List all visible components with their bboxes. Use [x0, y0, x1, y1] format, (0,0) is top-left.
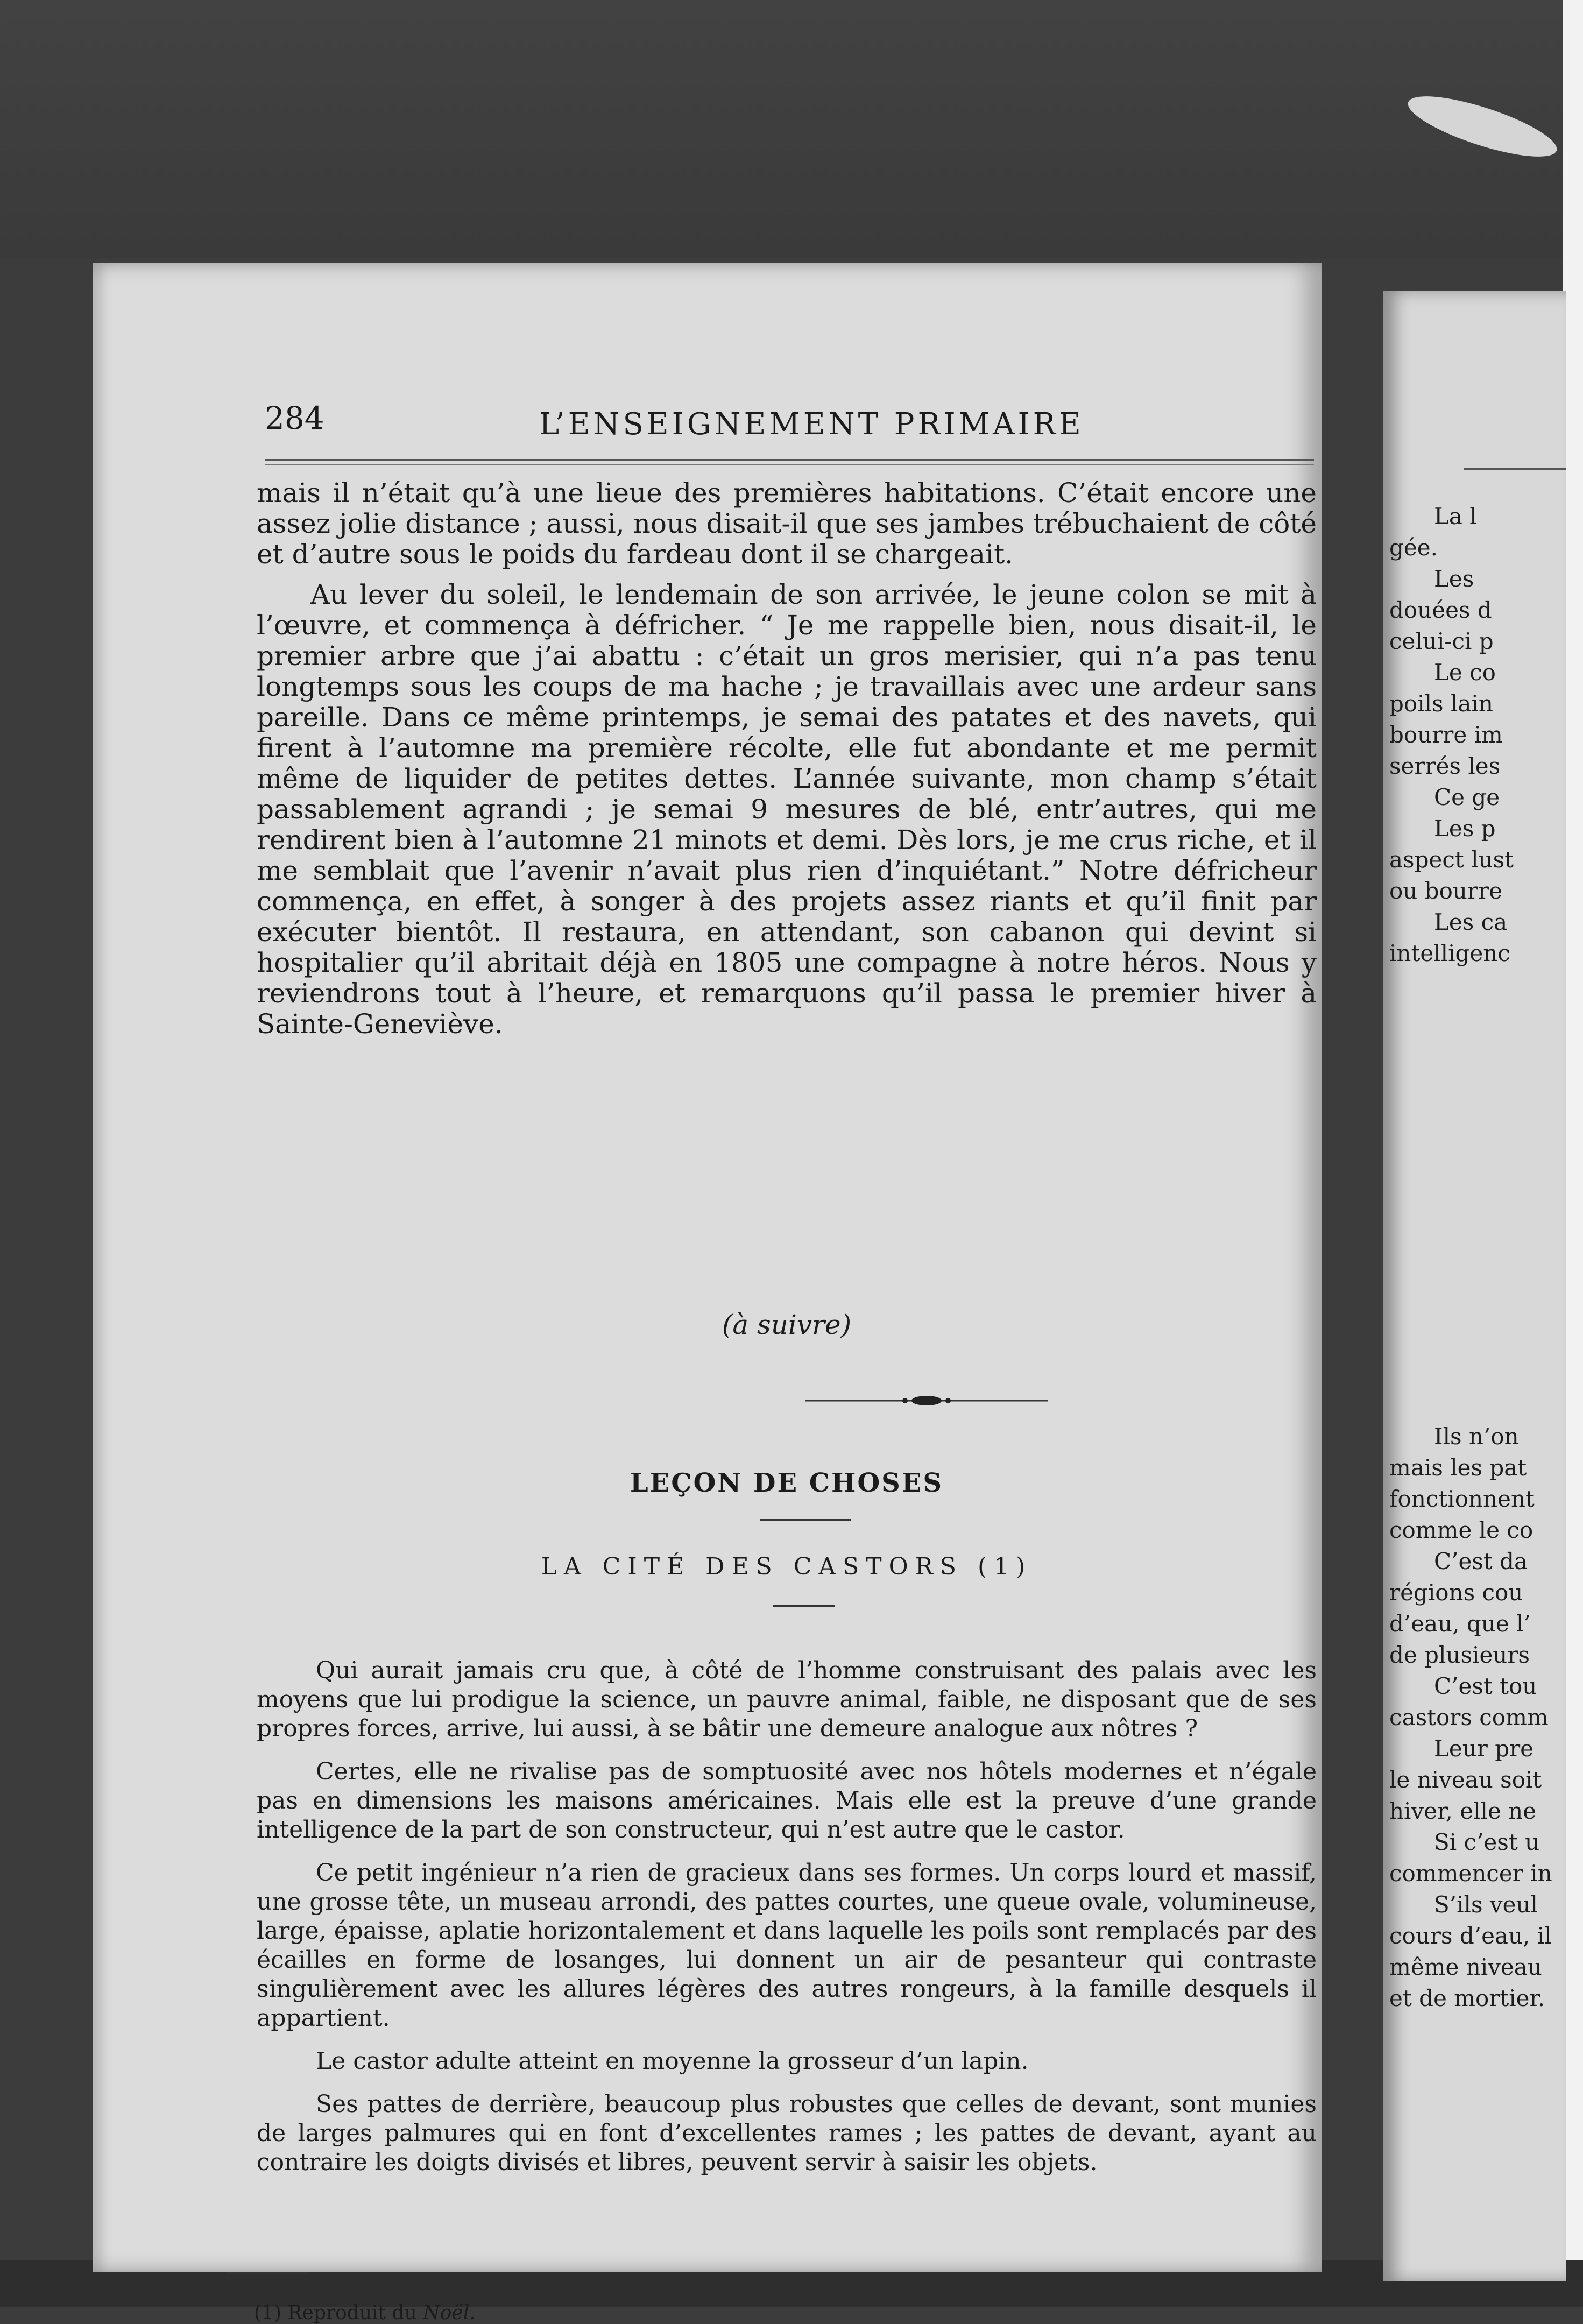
right-page-line: cours d’eau, il: [1389, 1923, 1552, 1949]
lesson-paragraph: Ce petit ingénieur n’a rien de gracieux dans ses formes. Un corps lourd et massif, une grosse tête, un museau arrondi, des pattes courtes, une queue ovale, volumineuse, large, épaisse, aplatie horizontalement et dans laquelle les poils sont remplacés par des écailles en forme de losanges, lui donnent un air de pesanteur qui contraste singulièrement avec les allures légères des autres rongeurs, à la famille desquels il appartient.: [257, 1859, 1317, 2032]
page-number: 284: [265, 400, 324, 436]
right-page-line: douées d: [1389, 597, 1492, 623]
right-page-line: celui-ci p: [1389, 628, 1494, 654]
title-rule: [760, 1519, 851, 1521]
right-page-line: Le co: [1434, 659, 1496, 686]
right-page-line: intelligenc: [1389, 940, 1510, 966]
right-page-line: comme le co: [1389, 1517, 1533, 1543]
right-page-line: Leur pre: [1434, 1735, 1534, 1762]
right-page-line: Les ca: [1434, 909, 1508, 935]
right-page-line: Les: [1434, 566, 1474, 592]
right-page-line: aspect lust: [1389, 846, 1514, 873]
header-rule: [1464, 468, 1566, 470]
right-page-line: ou bourre: [1389, 878, 1502, 904]
book-page-right-fragment: [1383, 291, 1566, 2281]
right-page-line: le niveau soit: [1389, 1767, 1542, 1793]
lesson-body: [257, 1656, 1317, 2191]
right-page-line: Ce ge: [1434, 784, 1500, 810]
ornament-divider-icon: [805, 1393, 1048, 1409]
lesson-paragraph: Certes, elle ne rivalise pas de somptuosité avec nos hôtels modernes et n’égale pas en dimensions les maisons américaines. Mais elle est la preuve d’une grande intelligence de la part de son constructeur, qui n’est autre que le castor.: [257, 1758, 1317, 1843]
right-page-line: gée.: [1389, 534, 1438, 561]
right-page-line: même niveau: [1389, 1954, 1542, 1980]
right-page-line: C’est da: [1434, 1548, 1528, 1574]
right-page-line: et de mortier.: [1389, 1985, 1545, 2011]
article-continuation: [257, 478, 1317, 1040]
right-page-line: Ils n’on: [1434, 1423, 1519, 1450]
right-page-line: régions cou: [1389, 1579, 1523, 1606]
header-rule-thin: [265, 464, 1314, 465]
footnote-rule: [227, 2272, 308, 2274]
right-page-line: d’eau, que l’: [1389, 1610, 1531, 1637]
lesson-paragraph: Le castor adulte atteint en moyenne la grosseur d’un lapin.: [316, 2047, 1029, 2075]
right-page-line: poils lain: [1389, 690, 1493, 717]
section-title: LEÇON DE CHOSES: [630, 1468, 944, 1498]
footnote: [254, 2302, 476, 2324]
right-page-line: de plusieurs: [1389, 1642, 1530, 1668]
right-page-line: serrés les: [1389, 753, 1501, 779]
article-subtitle: LA CITÉ DES CASTORS (1): [541, 1553, 1033, 1580]
subtitle-rule: [773, 1605, 835, 1607]
header-rule: [265, 459, 1314, 461]
article-paragraph: Au lever du soleil, le lendemain de son arrivée, le jeune colon se mit à l’œuvre, et commença à défricher. “ Je me rappelle bien, nous disait-il, le premier arbre que j’ai abattu : c’était un gros merisier, qui n’a pas tenu longtemps sous les coups de ma hache ; je travaillais avec une ardeur sans pareille. Dans ce même printemps, je semai des patates et des navets, qui firent à l’automne ma première récolte, elle fut abondante et me permit même de liquider de petites dettes. L’année suivante, mon champ s’était passablement agrandi ; je semai 9 mesures de blé, entr’autres, qui me rendirent bien à l’automne 21 minots et demi. Dès lors, je me crus riche, et il me semblait que l’avenir n’avait plus rien d’inquiétant.” Notre défricheur commença, en effet, à songer à des projets assez riants et qu’il finit par exécuter bientôt. Il restaura, en attendant, son cabanon qui devint si hospitalier qu’il abritait déjà en 1805 une compagne à notre héros. Nous y reviendrons tout à l’heure, et remarquons qu’il passa le premier hiver à Sainte-Geneviève.: [257, 579, 1317, 1040]
right-page-line: fonctionnent: [1389, 1486, 1535, 1512]
right-page-line: Si c’est u: [1434, 1829, 1540, 1855]
right-page-line: castors comm: [1389, 1704, 1549, 1730]
to-be-continued: (à suivre): [722, 1309, 852, 1340]
right-page-line: La l: [1434, 503, 1477, 529]
right-page-line: bourre im: [1389, 722, 1503, 748]
right-page-line: C’est tou: [1434, 1673, 1537, 1699]
running-head: L’ENSEIGNEMENT PRIMAIRE: [539, 407, 1084, 442]
footnote-marker: (1) Reproduit du: [254, 2302, 417, 2324]
footnote-source: Noël.: [423, 2302, 476, 2324]
article-paragraph: mais il n’était qu’à une lieue des premières habitations. C’était encore une assez jolie distance ; aussi, nous disait-il que ses jambes trébuchaient de côté et d’autre sous le poids du fardeau dont il se chargeait.: [257, 477, 1317, 570]
right-page-line: Les p: [1434, 815, 1496, 842]
right-page-line: S’ils veul: [1434, 1891, 1538, 1918]
text-column: [257, 478, 1317, 2254]
lesson-paragraph: Ses pattes de derrière, beaucoup plus robustes que celles de devant, sont munies de larges palmures qui en font d’excellentes rames ; les pattes de devant, ayant au contraire les doigts divisés et libres, peuvent servir à saisir les objets.: [257, 2090, 1317, 2176]
right-page-line: commencer in: [1389, 1860, 1552, 1887]
right-page-line: hiver, elle ne: [1389, 1798, 1537, 1824]
book-page-left: [93, 263, 1322, 2324]
scanner-edge-strip: [1563, 0, 1583, 2307]
lesson-paragraph: Qui aurait jamais cru que, à côté de l’homme construisant des palais avec les moyens que lui prodigue la science, un pauvre animal, faible, ne disposant que de ses propres forces, arrive, lui aussi, à se bâtir une demeure analogue aux nôtres ?: [257, 1657, 1317, 1742]
scanner-background-top: [0, 0, 1583, 258]
right-page-line: mais les pat: [1389, 1454, 1527, 1481]
